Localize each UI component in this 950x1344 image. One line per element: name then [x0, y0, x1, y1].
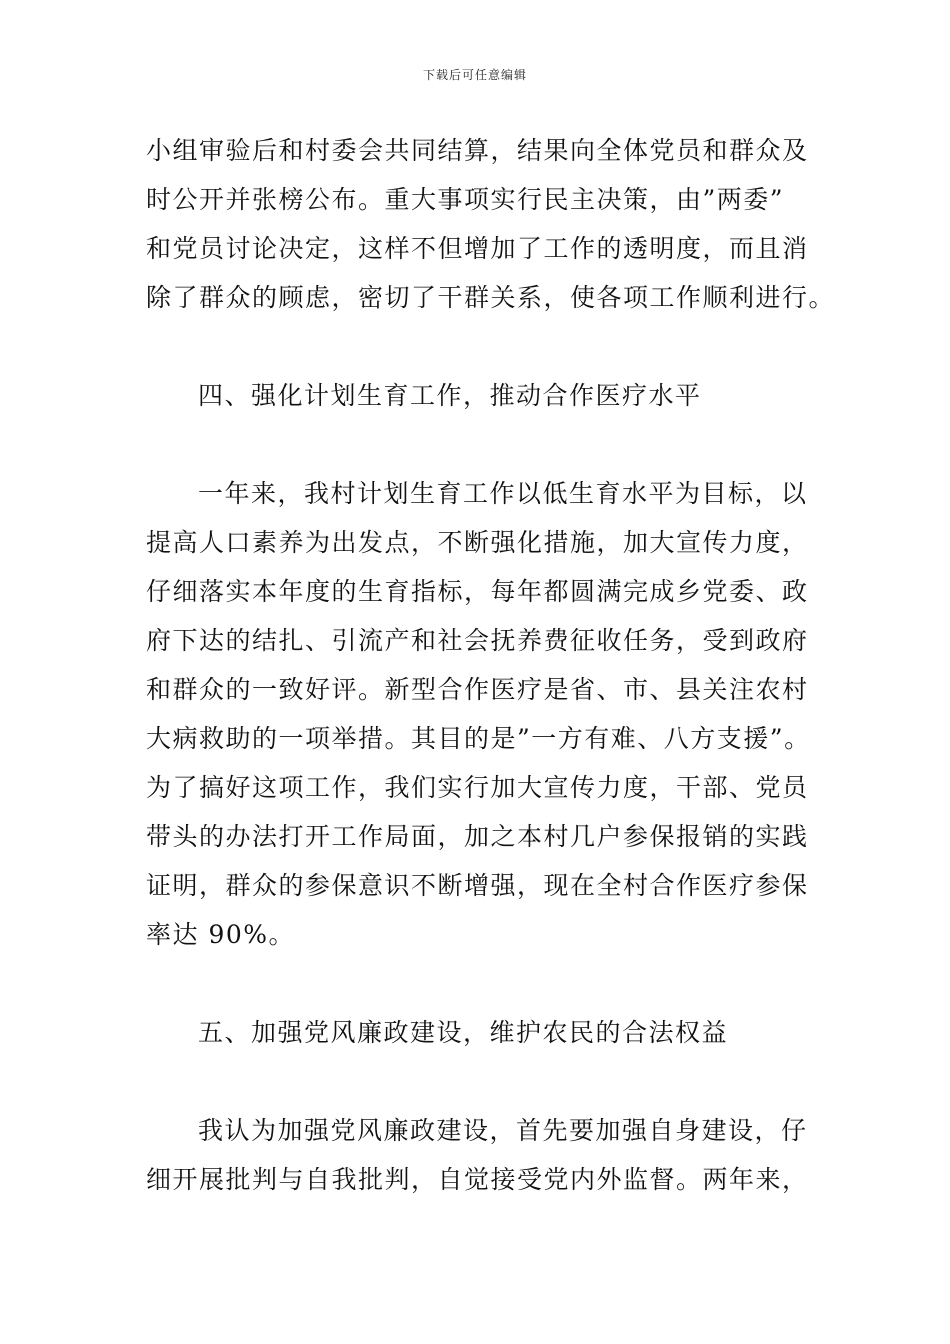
paragraph-line: 时公开并张榜公布。重大事项实行民主决策，由”两委” [146, 185, 785, 214]
paragraph-line: 提高人口素养为出发点，不断强化措施，加大宣传力度， [146, 528, 809, 557]
paragraph-spacer [146, 322, 836, 371]
section-heading-4: 四、强化计划生育工作，推动合作医疗水平 [198, 381, 702, 410]
paragraph-line: 证明，群众的参保意识不断增强，现在全村合作医疗参保 [146, 871, 809, 900]
paragraph-line: 我认为加强党风廉政建设，首先要加强自身建设，仔 [198, 1116, 808, 1145]
paragraph-line: 小组审验后和村委会共同结算，结果向全体党员和群众及 [146, 136, 809, 165]
paragraph-line: 除了群众的顾虑，密切了干群关系，使各项工作顺利进行。 [146, 283, 836, 312]
paragraph-line: 带头的办法打开工作局面，加之本村几户参保报销的实践 [146, 822, 809, 851]
paragraph-3 [146, 1106, 836, 1204]
paragraph-line: 为了搞好这项工作，我们实行加大宣传力度，干部、党员 [146, 773, 809, 802]
paragraph-line: 大病救助的一项举措。其目的是”一方有难、八方支援”。 [146, 724, 811, 753]
paragraph-line: 府下达的结扎、引流产和社会抚养费征收任务，受到政府 [146, 626, 809, 655]
paragraph-line: 仔细落实本年度的生育指标，每年都圆满完成乡党委、政 [146, 577, 809, 606]
paragraph-line: 率达 90%。 [146, 920, 296, 949]
section-heading-5: 五、加强党风廉政建设，维护农民的合法权益 [198, 1018, 729, 1047]
paragraph-1 [146, 126, 836, 322]
paragraph-spacer [146, 959, 836, 1008]
document-body [146, 126, 836, 1204]
paragraph-line: 和党员讨论决定，这样不但增加了工作的透明度，而且消 [146, 234, 809, 263]
page-header-note: 下载后可任意编辑 [422, 68, 527, 82]
paragraph-spacer [146, 420, 836, 469]
paragraph-line: 细开展批判与自我批判，自觉接受党内外监督。两年来， [146, 1165, 809, 1194]
paragraph-line: 和群众的一致好评。新型合作医疗是省、市、县关注农村 [146, 675, 809, 704]
paragraph-spacer [146, 1057, 836, 1106]
paragraph-line: 一年来，我村计划生育工作以低生育水平为目标，以 [198, 479, 808, 508]
paragraph-2 [146, 469, 836, 959]
